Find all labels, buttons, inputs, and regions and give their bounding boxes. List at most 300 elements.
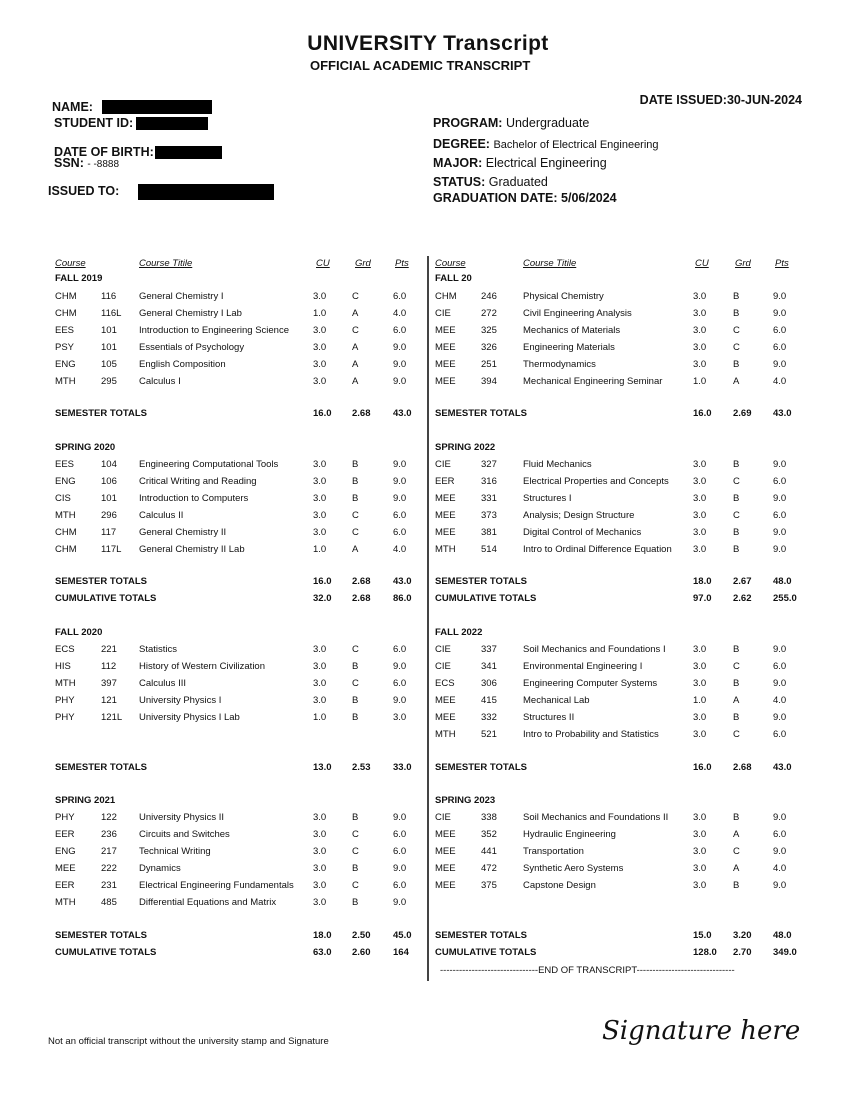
course-dept: MEE — [435, 862, 456, 874]
left-term-2-title: FALL 2020 — [55, 627, 103, 638]
course-title: General Chemistry I — [139, 291, 224, 302]
left-header-course: Course — [55, 258, 86, 269]
course-number: 306 — [481, 677, 497, 689]
major-line — [433, 156, 607, 170]
course-grade: B — [352, 862, 359, 874]
course-points: 4.0 — [773, 694, 787, 706]
course-points: 4.0 — [393, 307, 407, 319]
course-points: 6.0 — [773, 828, 787, 840]
course-points: 9.0 — [773, 291, 787, 302]
course-credit-units: 3.0 — [693, 324, 707, 336]
course-points: 9.0 — [393, 475, 407, 487]
course-credit-units: 3.0 — [693, 879, 707, 891]
course-dept: CHM — [435, 291, 457, 302]
totals-credit-units: 13.0 — [313, 762, 332, 773]
totals-credit-units: 97.0 — [693, 593, 712, 604]
course-dept: MTH — [55, 896, 76, 908]
right-header-cu: CU — [695, 258, 709, 269]
right-header-grd: Grd — [735, 258, 751, 269]
course-grade: B — [352, 660, 359, 672]
name-redaction — [102, 100, 212, 114]
totals-label: SEMESTER TOTALS — [55, 408, 148, 419]
course-points: 6.0 — [773, 324, 787, 336]
course-number: 332 — [481, 711, 497, 723]
course-title: Calculus I — [139, 375, 181, 387]
left-term-0-title: FALL 2019 — [55, 273, 103, 284]
course-number: 101 — [101, 324, 117, 336]
totals-gpa: 2.68 — [352, 593, 371, 604]
course-dept: MEE — [435, 845, 456, 857]
course-dept: CIE — [435, 660, 451, 672]
course-credit-units: 1.0 — [313, 543, 327, 555]
course-points: 9.0 — [773, 307, 787, 319]
right-term-0-title: FALL 20 — [435, 273, 472, 284]
course-points: 6.0 — [773, 475, 787, 487]
left-term-3-title: SPRING 2021 — [55, 795, 116, 806]
course-points: 9.0 — [773, 677, 787, 689]
course-grade: B — [733, 812, 740, 823]
course-credit-units: 3.0 — [313, 812, 327, 823]
totals-label: SEMESTER TOTALS — [435, 576, 528, 587]
course-dept: MTH — [435, 543, 456, 555]
course-grade: C — [352, 845, 359, 857]
date-issued-label: DATE ISSUED: — [639, 93, 727, 107]
course-dept: MEE — [435, 879, 456, 891]
course-dept: EER — [55, 828, 75, 840]
right-header-pts: Pts — [775, 258, 789, 269]
course-points: 6.0 — [773, 341, 787, 353]
course-title: Engineering Computational Tools — [139, 459, 279, 470]
course-title: Introduction to Engineering Science — [139, 324, 289, 336]
course-credit-units: 3.0 — [693, 845, 707, 857]
course-grade: B — [352, 711, 359, 723]
course-credit-units: 3.0 — [313, 526, 327, 538]
course-number: 116 — [101, 291, 117, 302]
course-dept: MEE — [435, 341, 456, 353]
course-credit-units: 3.0 — [693, 475, 707, 487]
course-dept: MEE — [435, 324, 456, 336]
course-credit-units: 3.0 — [313, 492, 327, 504]
student-id-redaction — [136, 117, 208, 130]
course-grade: B — [352, 812, 359, 823]
course-number: 352 — [481, 828, 497, 840]
course-number: 117L — [101, 543, 122, 555]
course-dept: EES — [55, 459, 75, 470]
totals-gpa: 2.60 — [352, 947, 371, 958]
course-grade: B — [733, 358, 740, 370]
course-grade: A — [352, 358, 359, 370]
date-issued — [640, 93, 802, 107]
course-points: 6.0 — [393, 526, 407, 538]
footer-note: Not an official transcript without the university stamp and Signature — [48, 1036, 329, 1047]
course-credit-units: 1.0 — [693, 694, 707, 706]
course-points: 9.0 — [773, 879, 787, 891]
course-dept: ENG — [55, 845, 76, 857]
totals-label: CUMULATIVE TOTALS — [435, 947, 537, 958]
course-grade: B — [352, 459, 359, 470]
totals-label: SEMESTER TOTALS — [435, 762, 528, 773]
course-points: 9.0 — [773, 543, 787, 555]
course-dept: MEE — [435, 694, 456, 706]
course-dept: PHY — [55, 694, 75, 706]
totals-label: SEMESTER TOTALS — [55, 576, 148, 587]
course-credit-units: 3.0 — [693, 341, 707, 353]
course-title: General Chemistry I Lab — [139, 307, 242, 319]
course-dept: EER — [55, 879, 75, 891]
course-title: Fluid Mechanics — [523, 459, 592, 470]
course-grade: B — [733, 307, 740, 319]
course-dept: ECS — [435, 677, 455, 689]
course-grade: B — [352, 896, 359, 908]
right-term-1-title: SPRING 2022 — [435, 442, 496, 453]
document-subtitle: OFFICIAL ACADEMIC TRANSCRIPT — [310, 58, 531, 73]
course-number: 106 — [101, 475, 117, 487]
course-title: Civil Engineering Analysis — [523, 307, 632, 319]
degree-value: Bachelor of Electrical Engineering — [493, 139, 659, 151]
course-credit-units: 3.0 — [693, 862, 707, 874]
course-title: History of Western Civilization — [139, 660, 266, 672]
course-number: 104 — [101, 459, 117, 470]
course-number: 117 — [101, 526, 117, 538]
course-dept: MEE — [435, 509, 456, 521]
course-number: 521 — [481, 728, 497, 740]
course-points: 9.0 — [773, 845, 787, 857]
course-title: Statistics — [139, 644, 178, 655]
course-number: 326 — [481, 341, 497, 353]
course-credit-units: 3.0 — [313, 660, 327, 672]
course-number: 337 — [481, 644, 497, 655]
course-points: 3.0 — [393, 711, 407, 723]
totals-gpa: 2.69 — [733, 408, 752, 419]
course-dept: CHM — [55, 307, 77, 319]
course-dept: MEE — [435, 492, 456, 504]
course-grade: C — [352, 644, 359, 655]
left-header-cu: CU — [316, 258, 330, 269]
course-credit-units: 3.0 — [693, 728, 707, 740]
course-credit-units: 3.0 — [313, 677, 327, 689]
course-credit-units: 3.0 — [693, 644, 707, 655]
course-dept: CHM — [55, 543, 77, 555]
course-grade: C — [352, 324, 359, 336]
course-points: 9.0 — [393, 896, 407, 908]
course-title: Mechanics of Materials — [523, 324, 621, 336]
totals-points: 164 — [393, 947, 409, 958]
left-header-pts: Pts — [395, 258, 409, 269]
graduation-value: 5/06/2024 — [561, 191, 617, 205]
course-credit-units: 1.0 — [693, 375, 707, 387]
course-number: 485 — [101, 896, 117, 908]
course-dept: MEE — [435, 375, 456, 387]
totals-credit-units: 15.0 — [693, 930, 712, 941]
course-dept: MEE — [435, 828, 456, 840]
ssn-label — [54, 156, 119, 170]
course-title: Dynamics — [139, 862, 181, 874]
course-number: 296 — [101, 509, 117, 521]
course-title: Environmental Engineering I — [523, 660, 643, 672]
totals-gpa: 3.20 — [733, 930, 752, 941]
course-points: 4.0 — [773, 862, 787, 874]
course-grade: B — [733, 644, 740, 655]
course-grade: B — [352, 475, 359, 487]
course-points: 6.0 — [393, 324, 407, 336]
course-credit-units: 3.0 — [313, 324, 327, 336]
dob-redaction — [155, 146, 222, 159]
course-title: Transportation — [523, 845, 584, 857]
totals-gpa: 2.68 — [352, 576, 371, 587]
course-number: 295 — [101, 375, 117, 387]
totals-credit-units: 18.0 — [693, 576, 712, 587]
course-credit-units: 3.0 — [313, 845, 327, 857]
course-dept: MTH — [55, 375, 76, 387]
totals-gpa: 2.67 — [733, 576, 752, 587]
totals-credit-units: 16.0 — [693, 762, 712, 773]
course-points: 6.0 — [773, 728, 787, 740]
course-grade: B — [733, 291, 740, 302]
course-number: 101 — [101, 341, 117, 353]
course-dept: MTH — [435, 728, 456, 740]
totals-gpa: 2.53 — [352, 762, 371, 773]
totals-credit-units: 63.0 — [313, 947, 332, 958]
course-grade: A — [733, 375, 740, 387]
totals-label: SEMESTER TOTALS — [55, 930, 148, 941]
course-title: General Chemistry II Lab — [139, 543, 245, 555]
course-title: Hydraulic Engineering — [523, 828, 616, 840]
course-points: 4.0 — [773, 375, 787, 387]
course-grade: C — [733, 728, 740, 740]
course-dept: CIE — [435, 812, 451, 823]
course-number: 338 — [481, 812, 497, 823]
course-points: 6.0 — [393, 509, 407, 521]
course-credit-units: 3.0 — [693, 677, 707, 689]
right-header-course: Course — [435, 258, 466, 269]
course-dept: PHY — [55, 812, 75, 823]
course-title: Mechanical Lab — [523, 694, 590, 706]
course-credit-units: 3.0 — [313, 862, 327, 874]
course-title: Thermodynamics — [523, 358, 596, 370]
course-points: 9.0 — [393, 492, 407, 504]
totals-points: 43.0 — [773, 762, 792, 773]
program-line — [433, 116, 589, 130]
course-grade: C — [352, 526, 359, 538]
status-value: Graduated — [488, 175, 548, 189]
right-header-title: Course Titile — [523, 258, 577, 269]
course-points: 9.0 — [393, 358, 407, 370]
degree-line — [433, 137, 659, 151]
course-grade: B — [733, 459, 740, 470]
totals-credit-units: 128.0 — [693, 947, 717, 958]
course-number: 116L — [101, 307, 122, 319]
totals-points: 43.0 — [393, 576, 412, 587]
course-points: 9.0 — [393, 812, 407, 823]
course-dept: PHY — [55, 711, 75, 723]
course-number: 121L — [101, 711, 123, 723]
course-grade: C — [733, 324, 740, 336]
course-title: Soil Mechanics and Foundations II — [523, 812, 669, 823]
course-number: 381 — [481, 526, 497, 538]
course-number: 441 — [481, 845, 497, 857]
course-number: 272 — [481, 307, 497, 319]
course-points: 9.0 — [773, 812, 787, 823]
totals-credit-units: 16.0 — [693, 408, 712, 419]
course-number: 394 — [481, 375, 497, 387]
course-credit-units: 3.0 — [313, 694, 327, 706]
course-title: Introduction to Computers — [139, 492, 249, 504]
course-dept: CHM — [55, 291, 77, 302]
course-grade: A — [733, 862, 740, 874]
course-dept: MEE — [435, 526, 456, 538]
totals-label: SEMESTER TOTALS — [55, 762, 148, 773]
course-credit-units: 3.0 — [313, 879, 327, 891]
course-title: Physical Chemistry — [523, 291, 604, 302]
course-title: Engineering Materials — [523, 341, 615, 353]
student-id-label: STUDENT ID: — [54, 116, 134, 130]
course-grade: A — [352, 341, 359, 353]
course-title: University Physics I — [139, 694, 222, 706]
totals-credit-units: 32.0 — [313, 593, 332, 604]
course-number: 327 — [481, 459, 497, 470]
course-credit-units: 3.0 — [693, 526, 707, 538]
course-grade: C — [352, 291, 359, 302]
totals-label: CUMULATIVE TOTALS — [435, 593, 537, 604]
course-number: 325 — [481, 324, 497, 336]
left-header-grd: Grd — [355, 258, 371, 269]
course-title: University Physics II — [139, 812, 224, 823]
totals-gpa: 2.68 — [733, 762, 752, 773]
course-points: 6.0 — [393, 291, 407, 302]
course-grade: A — [352, 307, 359, 319]
course-credit-units: 3.0 — [693, 492, 707, 504]
course-number: 222 — [101, 862, 117, 874]
course-number: 101 — [101, 492, 117, 504]
totals-gpa: 2.50 — [352, 930, 371, 941]
issued-to-label: ISSUED TO: — [48, 184, 120, 198]
course-points: 9.0 — [773, 459, 787, 470]
course-credit-units: 3.0 — [693, 711, 707, 723]
course-points: 9.0 — [773, 644, 787, 655]
course-credit-units: 3.0 — [313, 509, 327, 521]
totals-points: 33.0 — [393, 762, 412, 773]
course-title: Intro to Probability and Statistics — [523, 728, 659, 740]
course-grade: B — [733, 543, 740, 555]
course-number: 112 — [101, 660, 117, 672]
course-credit-units: 3.0 — [693, 543, 707, 555]
column-divider — [427, 256, 429, 981]
course-points: 6.0 — [393, 828, 407, 840]
totals-points: 349.0 — [773, 947, 797, 958]
signature: Signature here — [602, 1016, 801, 1046]
course-grade: A — [352, 543, 359, 555]
course-grade: B — [733, 879, 740, 891]
course-points: 9.0 — [393, 862, 407, 874]
graduation-line — [433, 191, 617, 205]
course-dept: CIE — [435, 459, 451, 470]
totals-points: 48.0 — [773, 576, 792, 587]
totals-points: 255.0 — [773, 593, 797, 604]
totals-points: 43.0 — [773, 408, 792, 419]
course-grade: C — [352, 677, 359, 689]
document-title: UNIVERSITY Transcript — [307, 32, 549, 55]
course-dept: EES — [55, 324, 75, 336]
course-dept: PSY — [55, 341, 75, 353]
course-grade: C — [352, 879, 359, 891]
course-number: 246 — [481, 291, 497, 302]
course-credit-units: 3.0 — [313, 644, 327, 655]
end-of-transcript: -------------------------------END OF TRANSCRIPT------------------------------- — [440, 965, 735, 976]
totals-credit-units: 16.0 — [313, 408, 332, 419]
major-label: MAJOR: — [433, 156, 483, 170]
course-points: 6.0 — [393, 644, 407, 655]
course-title: Essentials of Psychology — [139, 341, 245, 353]
course-title: University Physics I Lab — [139, 711, 240, 723]
course-number: 221 — [101, 644, 117, 655]
course-credit-units: 3.0 — [313, 828, 327, 840]
course-number: 105 — [101, 358, 117, 370]
course-title: Critical Writing and Reading — [139, 475, 257, 487]
totals-points: 43.0 — [393, 408, 412, 419]
left-term-1-title: SPRING 2020 — [55, 442, 116, 453]
course-credit-units: 3.0 — [693, 307, 707, 319]
ssn-label-text: SSN: — [54, 156, 84, 170]
course-grade: C — [352, 828, 359, 840]
totals-gpa: 2.68 — [352, 408, 371, 419]
course-grade: B — [352, 492, 359, 504]
totals-points: 48.0 — [773, 930, 792, 941]
course-title: Calculus III — [139, 677, 186, 689]
totals-credit-units: 18.0 — [313, 930, 332, 941]
course-dept: CIS — [55, 492, 71, 504]
course-points: 6.0 — [393, 879, 407, 891]
course-grade: A — [733, 828, 740, 840]
totals-credit-units: 16.0 — [313, 576, 332, 587]
course-dept: MEE — [435, 358, 456, 370]
course-title: Structures II — [523, 711, 575, 723]
course-credit-units: 3.0 — [313, 291, 327, 302]
course-number: 331 — [481, 492, 497, 504]
totals-gpa: 2.62 — [733, 593, 752, 604]
totals-label: CUMULATIVE TOTALS — [55, 947, 157, 958]
course-grade: C — [733, 660, 740, 672]
degree-label: DEGREE: — [433, 137, 490, 151]
course-points: 6.0 — [773, 509, 787, 521]
totals-points: 45.0 — [393, 930, 412, 941]
course-number: 217 — [101, 845, 117, 857]
course-credit-units: 3.0 — [313, 375, 327, 387]
course-points: 6.0 — [773, 660, 787, 672]
course-dept: HIS — [55, 660, 71, 672]
course-number: 397 — [101, 677, 117, 689]
course-dept: EER — [435, 475, 455, 487]
course-points: 9.0 — [393, 694, 407, 706]
course-dept: MEE — [55, 862, 76, 874]
course-title: Engineering Computer Systems — [523, 677, 658, 689]
course-credit-units: 1.0 — [313, 711, 327, 723]
course-dept: ECS — [55, 644, 75, 655]
course-credit-units: 3.0 — [693, 509, 707, 521]
course-number: 231 — [101, 879, 117, 891]
course-points: 9.0 — [393, 375, 407, 387]
program-value: Undergraduate — [505, 116, 590, 130]
course-grade: A — [352, 375, 359, 387]
course-dept: ENG — [55, 358, 76, 370]
course-number: 341 — [481, 660, 497, 672]
course-number: 251 — [481, 358, 497, 370]
course-credit-units: 3.0 — [693, 812, 707, 823]
course-points: 9.0 — [393, 459, 407, 470]
course-points: 9.0 — [773, 526, 787, 538]
totals-label: CUMULATIVE TOTALS — [55, 593, 157, 604]
course-points: 6.0 — [393, 845, 407, 857]
course-grade: C — [733, 475, 740, 487]
